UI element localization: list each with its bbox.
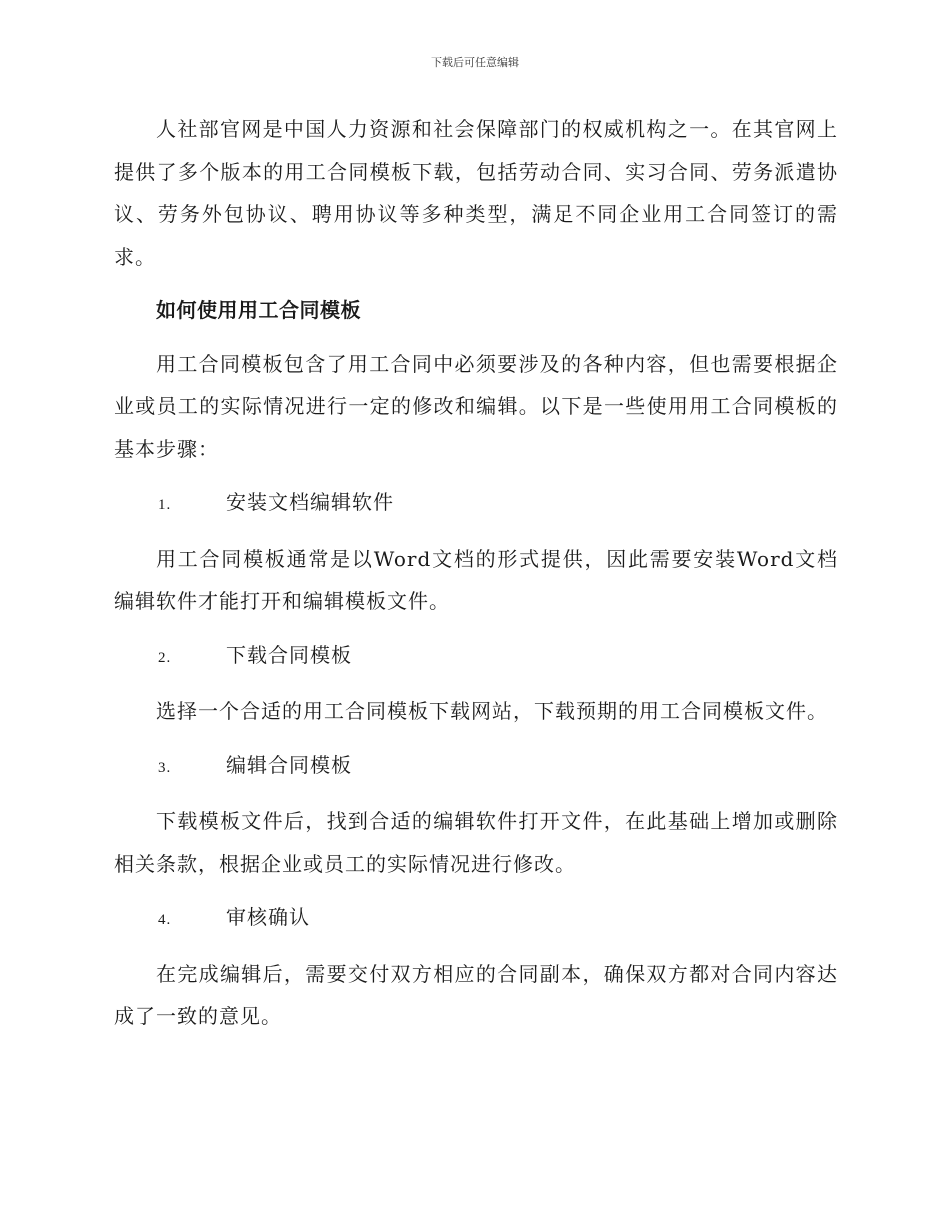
step-number: 4.: [158, 912, 172, 928]
section-heading: 如何使用用工合同模板: [156, 298, 361, 322]
step-number: 1.: [158, 497, 172, 513]
step-number: 2.: [158, 649, 172, 666]
step-number: 3.: [158, 759, 172, 776]
section-lead-paragraph: 用工合同模板包含了用工合同中必须要涉及的各种内容，但也需要根据企业或员工的实际情况进行一定的修改和编辑。以下是一些使用用工合同模板的基本步骤：: [114, 351, 838, 461]
step-4-heading: [114, 896, 838, 942]
step-2-heading: [114, 634, 838, 680]
document-body: [114, 108, 838, 1049]
step-title: 安装文档编辑软件: [226, 490, 394, 514]
step-4-body: 在完成编辑后，需要交付双方相应的合同副本，确保双方都对合同内容达成了一致的意见。: [114, 961, 838, 1028]
step-1-body: 用工合同模板通常是以Word文档的形式提供，因此需要安装Word文档编辑软件才能打开和编辑模板文件。: [114, 546, 838, 613]
step-3-body: 下载模板文件后，找到合适的编辑软件打开文件，在此基础上增加或删除相关条款，根据企业或员工的实际情况进行修改。: [114, 809, 838, 876]
step-3-heading: [114, 744, 838, 790]
step-title: 编辑合同模板: [226, 752, 352, 777]
step-1-heading: [114, 481, 838, 527]
intro-paragraph: 人社部官网是中国人力资源和社会保障部门的权威机构之一。在其官网上提供了多个版本的用工合同模板下载，包括劳动合同、实习合同、劳务派遣协议、劳务外包协议、聘用协议等多种类型，满足不同企业用工合同签订的需求。: [114, 117, 838, 269]
step-title: 审核确认: [226, 905, 310, 929]
page-header: 下载后可任意编辑: [431, 56, 519, 69]
step-title: 下载合同模板: [226, 642, 352, 667]
step-2-body: 选择一个合适的用工合同模板下载网站，下载预期的用工合同模板文件。: [156, 699, 828, 723]
